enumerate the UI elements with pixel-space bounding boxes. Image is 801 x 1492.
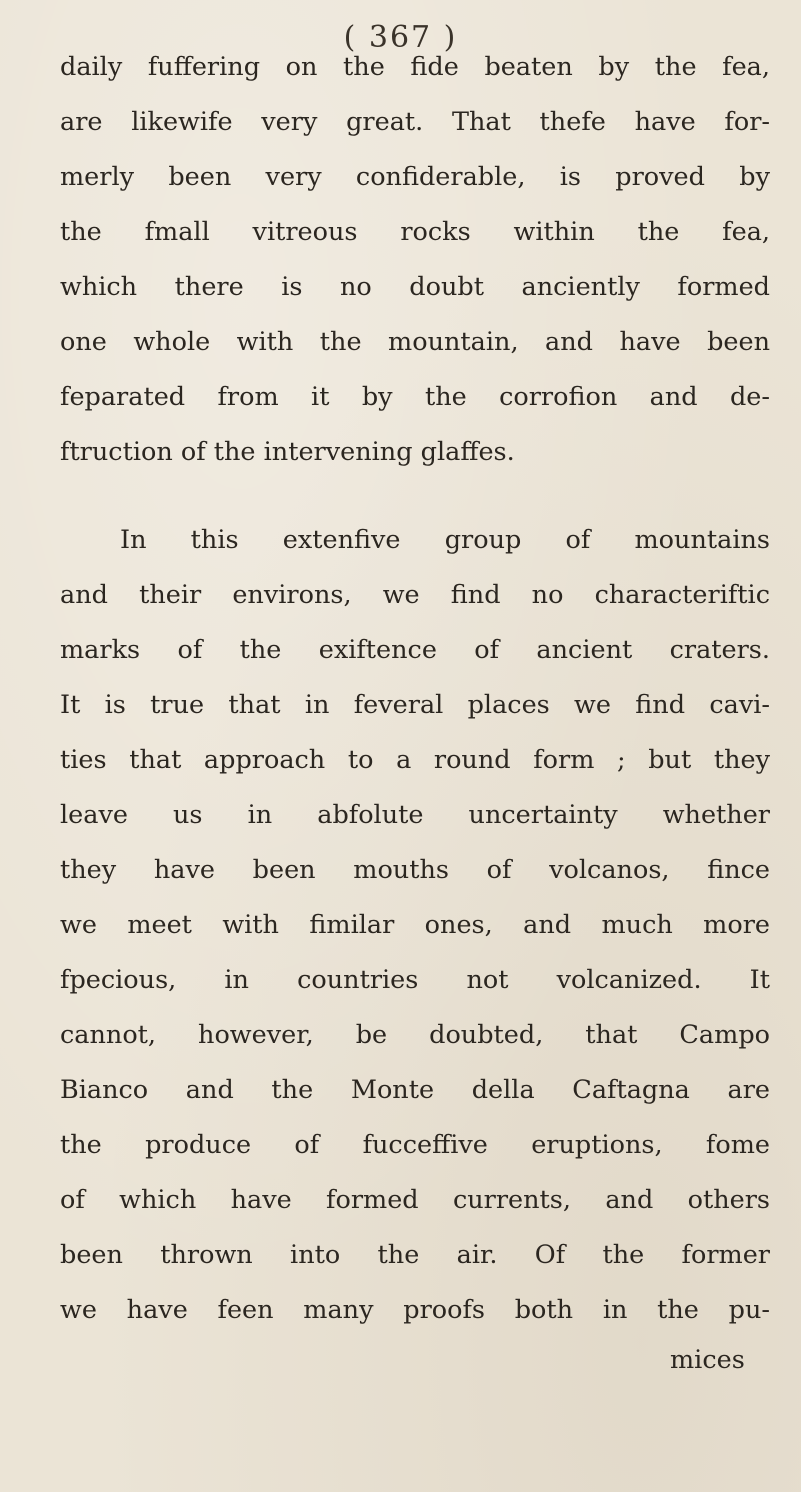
text-line-indented: In this extenfive group of mountains	[120, 525, 770, 555]
text-line: feparated from it by the corrofion and de-	[60, 382, 770, 412]
text-line: merly been very confiderable, is proved by	[60, 162, 770, 192]
text-line: we have feen many proofs both in the pu-	[60, 1295, 770, 1325]
text-line: It is true that in feveral places we find cavi-	[60, 690, 770, 720]
text-line: fpecious, in countries not volcanized. It	[60, 965, 770, 995]
catchword: mices	[670, 1345, 745, 1375]
text-line-last: ftruction of the intervening glaffes.	[60, 437, 515, 467]
text-line: are likewife very great. That thefe have for-	[60, 107, 770, 137]
text-line: one whole with the mountain, and have been	[60, 327, 770, 357]
page-number: ( 367 )	[343, 20, 458, 55]
text-line: Bianco and the Monte della Caftagna are	[60, 1075, 770, 1105]
text-line: leave us in abfolute uncertainty whether	[60, 800, 770, 830]
text-line: they have been mouths of volcanos, fince	[60, 855, 770, 885]
text-line: ties that approach to a round form ; but they	[60, 745, 770, 775]
text-line: and their environs, we find no characteriftic	[60, 580, 770, 610]
text-line: of which have formed currents, and others	[60, 1185, 770, 1215]
text-line: the produce of fucceffive eruptions, fome	[60, 1130, 770, 1160]
text-line: been thrown into the air. Of the former	[60, 1240, 770, 1270]
text-line: which there is no doubt anciently formed	[60, 272, 770, 302]
text-line: the fmall vitreous rocks within the fea,	[60, 217, 770, 247]
text-line: we meet with fimilar ones, and much more	[60, 910, 770, 940]
text-line: daily fuffering on the fide beaten by the fea,	[60, 52, 770, 82]
text-line: cannot, however, be doubted, that Campo	[60, 1020, 770, 1050]
text-line: marks of the exiftence of ancient craters.	[60, 635, 770, 665]
